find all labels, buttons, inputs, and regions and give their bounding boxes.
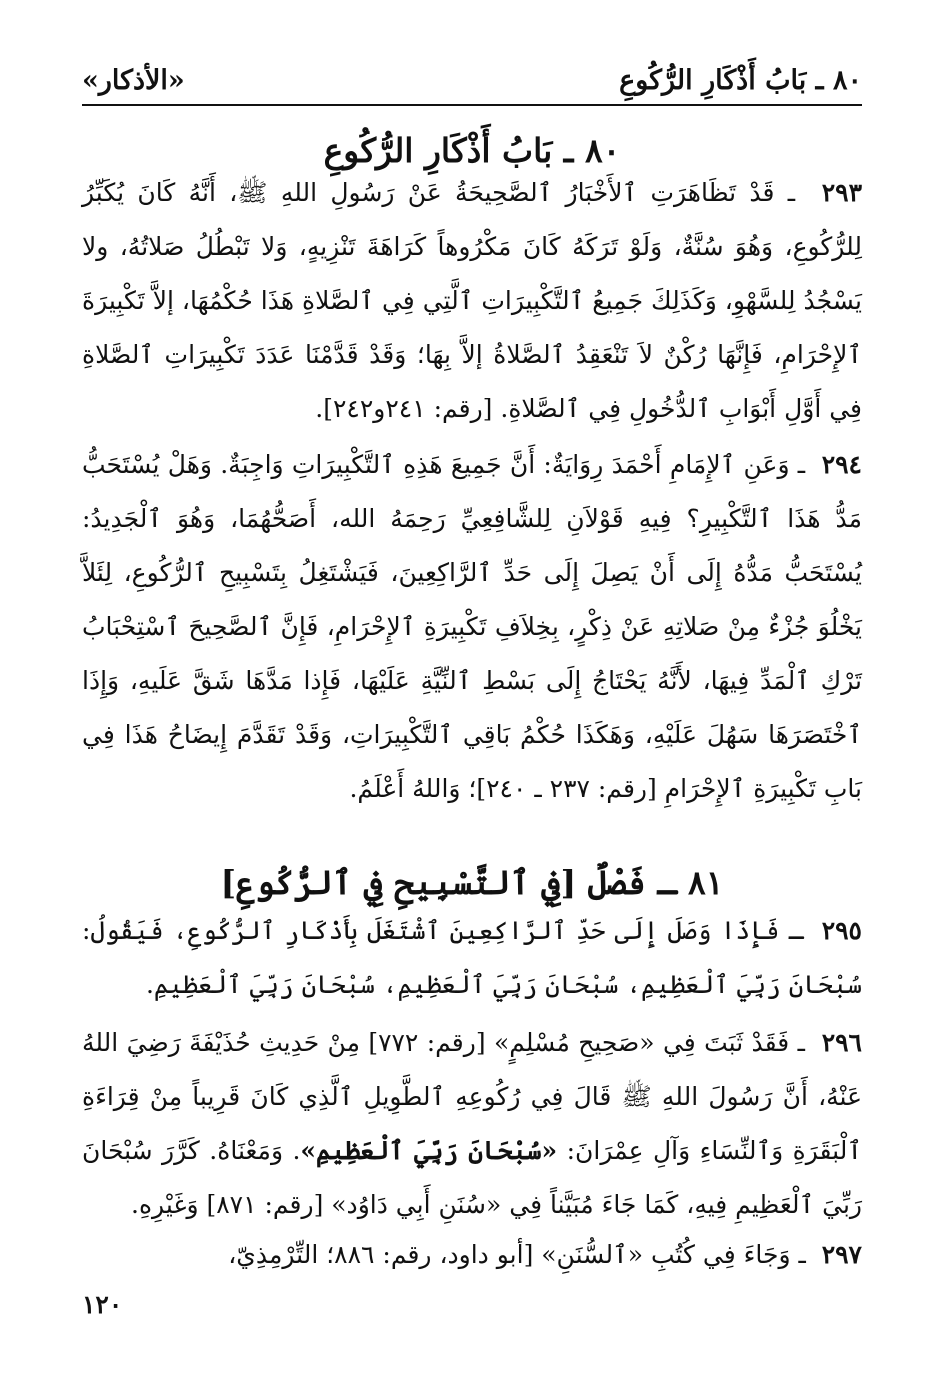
paragraph-text-before: فَقَدْ ثَبَتَ فِي «صَحِيحِ مُسْلِمٍ» [رقم: ٧٧٢] مِنْ حَدِيثِ حُذَيْفَةَ رَضِيَ اللهُ عَنْهُ، أَنَّ رَسُولَ اللهِ ﷺ قَالَ فِي رُكُوعِهِ ٱلطَّوِيلِ ٱلَّذِي كَانَ قَرِيباً مِنْ قِرَاءَةِ ٱلْبَقَرَةِ وَٱلنِّسَاءِ وَآلِ عِمْرَانَ: [82,1028,862,1165]
header-rule [82,104,862,106]
running-header-chapter: ٨٠ ـ بَابُ أَذْكَارِ الرُّكُوعِ [619,64,862,96]
paragraph-text: قَدْ تَظَاهَرَتِ ٱلأَخْبَارُ ٱلصَّحِيحَةُ عَنْ رَسُولِ اللهِ ﷺ، أَنَّهُ كَانَ يُكَبِّرُ لِلرُّكُوعِ، وَهُوَ سُنَّةٌ، وَلَوْ تَرَكَهُ كَانَ مَكْرُوهاً كَرَاهَةَ تَنْزِيهٍ، وَلا تَبْطُلُ صَلاتُهُ، ولا يَسْجُدُ لِلسَّهْوِ، وَكَذَلِكَ جَمِيعُ ٱلتَّكْبِيرَاتِ ٱلَّتِي فِي ٱلصَّلاةِ هَذَا حُكْمُهَا، إلاَّ تَكْبِيرَةَ ٱلإِحْرَامِ، فَإِنَّهَا رُكْنٌ لاَ تَنْعَقِدُ ٱلصَّلاةُ إلاَّ بِهَا؛ وَقَدْ قَدَّمْنَا عَدَدَ تَكْبِيرَاتِ ٱلصَّلاةِ فِي أَوَّلِ أَبْوَابِ ٱلدُّخُولِ فِي ٱلصَّلاةِ. [رقم: ٢٤١و٢٤٢]. [82,178,862,423]
page-number: ١٢٠ [82,1290,123,1319]
paragraph-number: ٢٩٤ [821,450,862,479]
hadith-quote: «سُبْحَانَ رَبِّيَ ٱلْعَظِيمِ» [300,1136,558,1165]
paragraph-number: ٢٩٦ [821,1028,862,1057]
running-header-book: «الأذكار» [82,64,185,96]
chapter-heading-81: ٨١ ـ فَصْلٌ [فِي ٱلتَّسْبِيحِ فِي ٱلرُّكُوعِ] [220,863,724,902]
dash-separator: ـ [774,178,809,207]
paragraph-text: وَعَنِ ٱلإِمَامِ أَحْمَدَ رِوَايَةٌ: أَنَّ جَمِيعَ هَذِهِ ٱلتَّكْبِيرَاتِ وَاجِبَةٌ. وَهَلْ يُسْتَحَبُّ مَدُّ هَذَا ٱلتَّكْبِيرِ؟ فِيهِ قَوْلاَنِ لِلشَّافِعِيِّ رَحِمَهُ الله، أَصَحُّهُمَا، وَهُوَ ٱلْجَدِيدُ: يُسْتَحَبُّ مَدُّهُ إِلَى أَنْ يَصِلَ إِلَى حَدِّ ٱلرَّاكِعِينَ، فَيَشْتَغِلُ بِتَسْبِيحِ ٱلرُّكُوعِ، لِئَلاَّ يَخْلُوَ جُزْءٌ مِنْ صَلاتِهِ عَنْ ذِكْرٍ، بِخِلاَفِ تَكْبِيرَةِ ٱلإِحْرَامِ، فَإِنَّ ٱلصَّحِيحَ ٱسْتِحْبَابُ تَرْكِ ٱلْمَدِّ فِيهَا، لأَنَّهُ يَحْتَاجُ إِلَى بَسْطِ ٱلنِّيَّةِ عَلَيْهَا، فَإِذا مَدَّهَا شَقَّ عَلَيهِ، وَإِذَا ٱخْتَصَرَهَا سَهُلَ عَلَيْهِ، وَهَكَذَا حُكْمُ بَاقِي ٱلتَّكْبِيرَاتِ، وَقَدْ تَقَدَّمَ إِيضَاحُ هَذَا فِي بَابِ تَكْبِيرَةِ ٱلإِحْرَامِ [رقم: ٢٣٧ ـ ٢٤٠]؛ وَاللهُ أَعْلَمُ. [82,450,862,803]
dash-separator: ـ [789,450,814,479]
paragraph-295 [82,904,862,1012]
paragraph-text-after: . وَمَعْنَاهُ. كَرَّرَ سُبْحَانَ رَبِّيَ ٱلْعَظِيمِ فِيهِ، كَمَا جَاءَ مُبَيَّناً فِي «سُنَنِ أَبِي دَاوُد» [رقم: ٨٧١] وَغَيْرِهِ. [82,1136,862,1219]
paragraph-293 [82,166,862,436]
dash-separator: ـ [779,916,813,945]
paragraph-297 [82,1228,862,1282]
dash-separator: ـ [790,1240,814,1269]
paragraph-text: فَإِذَا وَصَلَ إِلَى حَدِّ ٱلرَّاكِعِينَ ٱشْتَغَلَ بِأَذْكَارِ ٱلرُّكُوعِ، فَيَقُولُ: سُبْحَانَ رَبِّيَ ٱلْعَظِيمِ، سُبْحَانَ رَبِّيَ ٱلْعَظِيمِ، سُبْحَانَ رَبِّيَ ٱلْعَظِيمِ. [82,916,862,999]
paragraph-text: وَجَاءَ فِي كُتُبِ «ٱلسُّنَنِ» [أبو داود، رقم: ٨٨٦؛ التِّرْمِذِيّ، [228,1240,791,1269]
paragraph-number: ٢٩٥ [821,916,862,945]
running-header [82,58,862,102]
chapter-heading-80: ٨٠ ـ بَابُ أَذْكَارِ الرُّكُوعِ [323,131,621,170]
paragraph-number: ٢٩٣ [821,178,863,207]
paragraph-294 [82,438,862,816]
paragraph-number: ٢٩٧ [821,1240,862,1269]
dash-separator: ـ [789,1028,814,1057]
paragraph-296 [82,1016,862,1232]
